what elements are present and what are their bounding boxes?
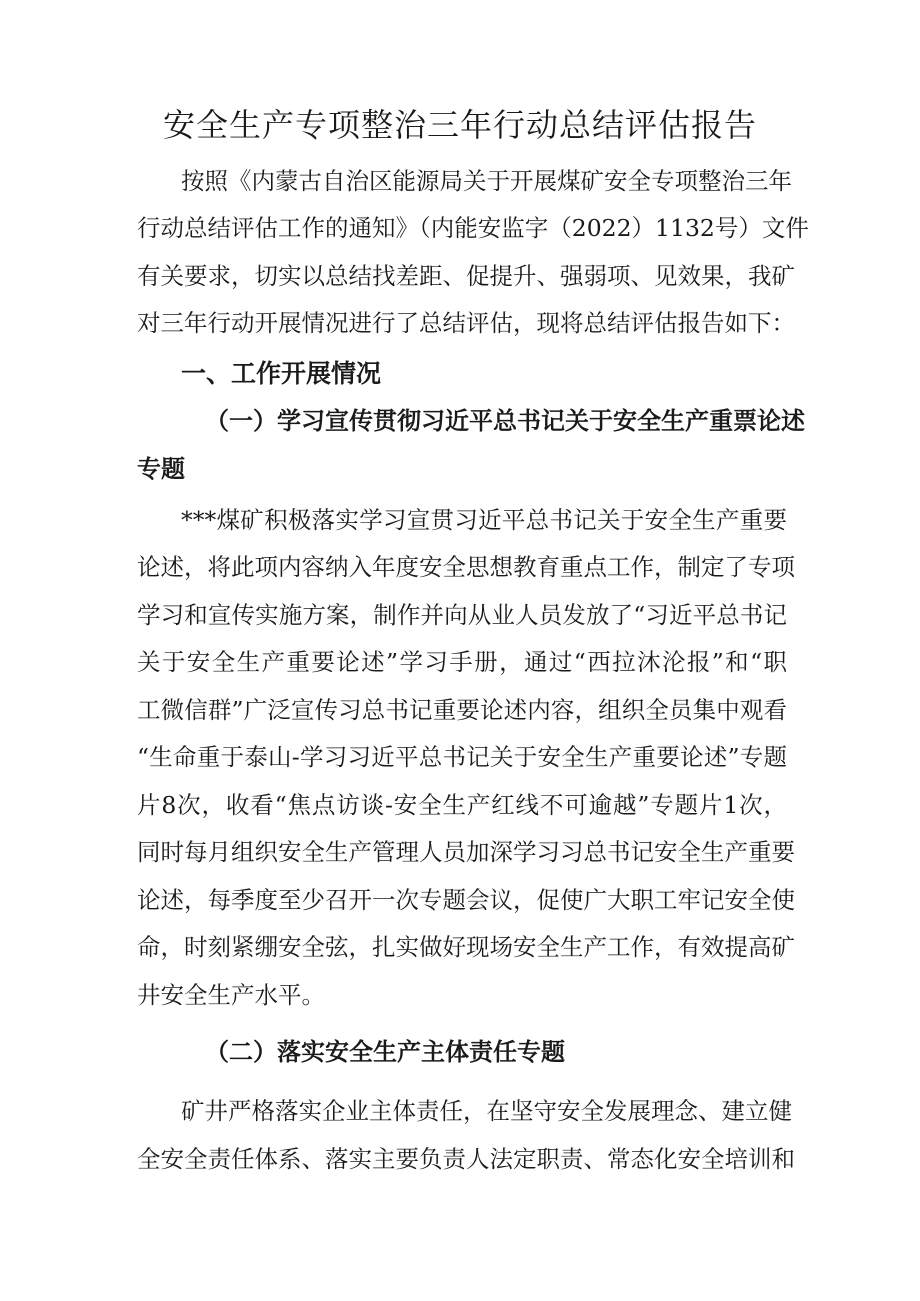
body-line: 全安全责任体系、落实主要负责人法定职责、常态化安全培训和 [137, 1145, 795, 1173]
section-heading-1: 一、工作开展情况 [181, 359, 382, 388]
intro-line-2: 行动总结评估工作的通知》（内能安监字（2022）1132号）文件 [137, 214, 809, 242]
body-line: 关于安全生产重要论述”学习手册，通过“西拉沐沦报”和“职 [137, 648, 787, 676]
body-line: 命，时刻紧绷安全弦，扎实做好现场安全生产工作，有效提高矿 [137, 933, 795, 961]
intro-line-1: 按照《内蒙古自治区能源局关于开展煤矿安全专项整治三年 [181, 167, 792, 195]
body-line: 井安全生产水平。 [137, 981, 325, 1009]
body-line: 工微信群”广泛宣传习总书记重要论述内容，组织全员集中观看 [137, 696, 787, 724]
body-line: 同时每月组织安全生产管理人员加深学习习总书记安全生产重要 [137, 838, 795, 866]
body-line: 矿井严格落实企业主体责任，在坚守安全发展理念、建立健 [181, 1097, 792, 1125]
body-line: 论述，每季度至少召开一次专题会议，促使广大职工牢记安全使 [137, 886, 795, 914]
body-line: 论述，将此项内容纳入年度安全思想教育重点工作，制定了专项 [137, 553, 795, 581]
body-line: ***煤矿积极落实学习宣贯习近平总书记关于安全生产重要 [181, 506, 787, 534]
subsection-heading-1-line-2: 专题 [137, 455, 185, 483]
body-line: 片8次，收看“焦点访谈-安全生产红线不可逾越”专题片1次， [137, 791, 787, 819]
body-line: “生命重于泰山-学习习近平总书记关于安全生产重要论述”专题 [137, 743, 787, 771]
body-line: 学习和宣传实施方案，制作并向从业人员发放了“习近平总书记 [137, 601, 787, 629]
intro-line-4: 对三年行动开展情况进行了总结评估，现将总结评估报告如下： [137, 309, 795, 337]
subsection-heading-1-line-1: （一）学习宣传贯彻习近平总书记关于安全生产重票论述 [205, 407, 805, 435]
subsection-heading-2: （二）落实安全生产主体责任专题 [205, 1038, 565, 1066]
document-title: 安全生产专项整治三年行动总结评估报告 [162, 106, 757, 144]
intro-line-3: 有关要求，切实以总结找差距、促提升、强弱项、见效果，我矿 [137, 262, 795, 290]
